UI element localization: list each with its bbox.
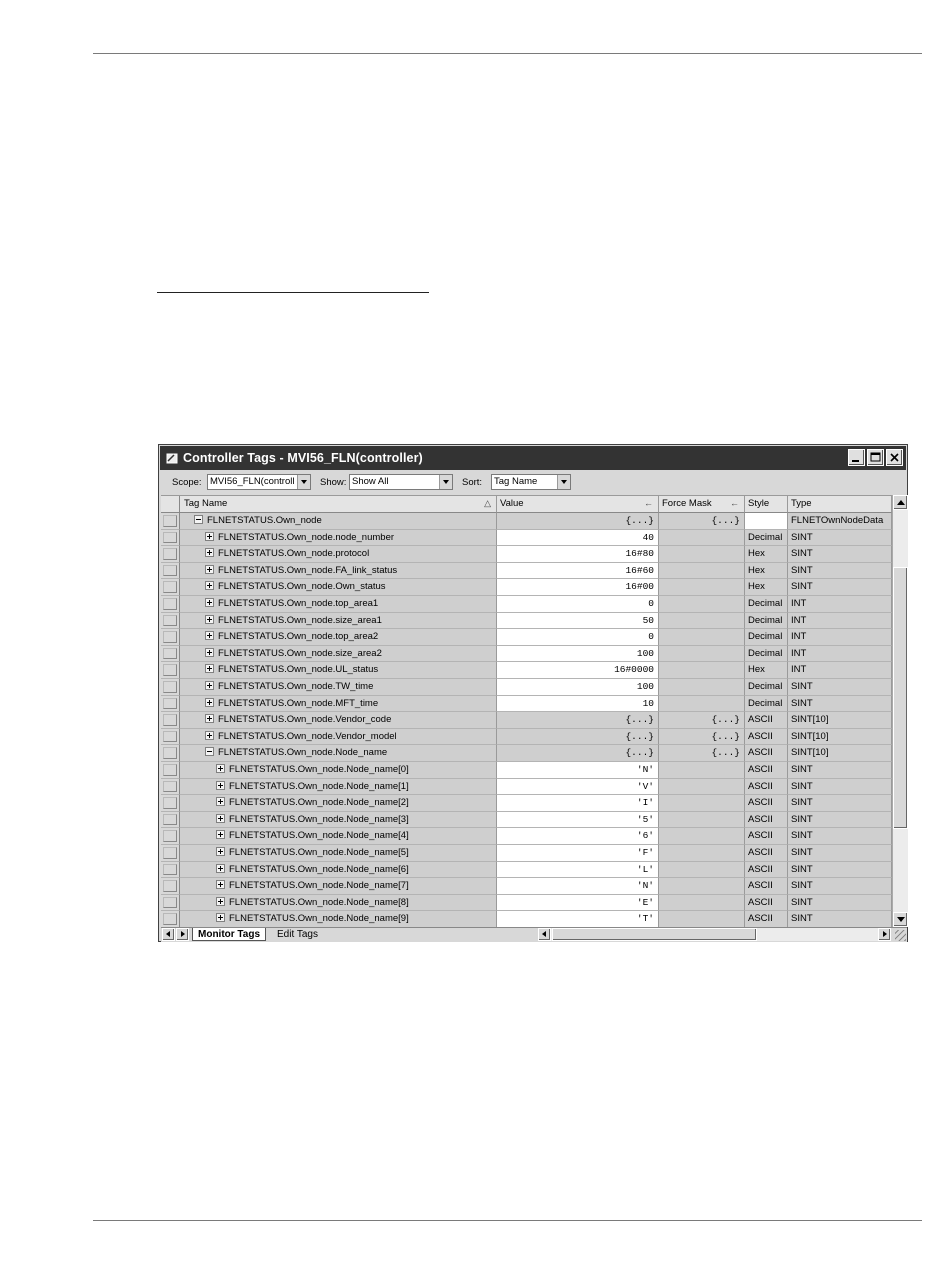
row-selector[interactable]	[161, 745, 180, 762]
tag-name-cell[interactable]	[180, 563, 497, 580]
tag-name-cell[interactable]	[180, 546, 497, 563]
bottom-rule	[93, 1220, 922, 1221]
table-row[interactable]	[161, 795, 892, 812]
tab-scroll-right-icon[interactable]	[176, 928, 189, 941]
tag-name-cell[interactable]	[180, 662, 497, 679]
table-row[interactable]	[161, 613, 892, 630]
style-cell[interactable]: ASCII	[745, 878, 788, 895]
expand-icon[interactable]	[216, 880, 225, 889]
force-mask-cell	[659, 662, 745, 679]
tag-name-cell[interactable]	[180, 679, 497, 696]
row-selector[interactable]	[161, 596, 180, 613]
value-cell[interactable]: 16#60	[497, 563, 659, 580]
force-mask-cell	[659, 530, 745, 547]
scroll-down-icon[interactable]	[893, 912, 908, 927]
expand-icon[interactable]	[216, 847, 225, 856]
expand-icon[interactable]	[205, 714, 214, 723]
table-row[interactable]	[161, 895, 892, 912]
force-mask-cell	[659, 878, 745, 895]
tag-name-cell[interactable]	[180, 828, 497, 845]
column-label: Type	[791, 498, 812, 509]
tag-name-text: FLNETSTATUS.Own_node.Node_name[8]	[229, 896, 409, 908]
force-mask-cell	[659, 845, 745, 862]
value-cell[interactable]: 'L'	[497, 862, 659, 879]
style-cell[interactable]: ASCII	[745, 745, 788, 762]
force-mask-cell	[659, 563, 745, 580]
expand-icon[interactable]	[205, 681, 214, 690]
scroll-right-icon[interactable]	[878, 928, 891, 941]
force-mask-cell	[659, 911, 745, 928]
tag-name-cell[interactable]	[180, 729, 497, 746]
value-cell[interactable]: {...}	[497, 729, 659, 746]
row-selector[interactable]	[161, 911, 180, 928]
style-cell[interactable]: Decimal	[745, 679, 788, 696]
vertical-scrollbar[interactable]	[892, 495, 908, 927]
value-cell[interactable]: 0	[497, 629, 659, 646]
table-row[interactable]	[161, 646, 892, 663]
expand-icon[interactable]	[216, 864, 225, 873]
force-mask-cell	[659, 828, 745, 845]
value-cell[interactable]: 16#0000	[497, 662, 659, 679]
tag-name-cell[interactable]	[180, 812, 497, 829]
horizontal-scroll-thumb[interactable]	[552, 928, 757, 941]
type-cell: SINT	[788, 911, 892, 928]
style-cell[interactable]: Decimal	[745, 613, 788, 630]
column-header-tag-name[interactable]	[180, 496, 497, 513]
row-selector[interactable]	[161, 812, 180, 829]
expand-icon[interactable]	[216, 781, 225, 790]
row-selector[interactable]	[161, 795, 180, 812]
type-cell: FLNETOwnNodeData	[788, 513, 892, 530]
type-cell: SINT	[788, 762, 892, 779]
tag-name-text: FLNETSTATUS.Own_node.top_area2	[218, 631, 379, 643]
arrow-left-icon: ←	[730, 498, 739, 508]
tag-name-cell[interactable]	[180, 878, 497, 895]
expand-icon[interactable]	[205, 581, 214, 590]
style-cell[interactable]: Decimal	[745, 629, 788, 646]
minimize-icon	[849, 450, 864, 465]
resize-grip-icon[interactable]	[895, 930, 906, 941]
force-mask-cell	[659, 779, 745, 796]
expand-icon[interactable]	[205, 631, 214, 640]
tag-name-text: FLNETSTATUS.Own_node	[207, 515, 322, 526]
force-mask-cell	[659, 646, 745, 663]
tag-name-cell[interactable]	[180, 513, 497, 530]
show-select[interactable]	[349, 474, 453, 490]
tag-name-text: FLNETSTATUS.Own_node.top_area1	[218, 598, 379, 609]
type-cell: SINT	[788, 845, 892, 862]
chevron-down-icon	[439, 475, 452, 489]
maximize-button[interactable]	[867, 449, 884, 466]
force-mask-cell: {...}	[659, 712, 745, 729]
tag-name-text: FLNETSTATUS.Own_node.Vendor_model	[218, 730, 397, 742]
force-mask-cell	[659, 596, 745, 613]
expand-icon[interactable]	[216, 913, 225, 922]
tag-name-cell[interactable]	[180, 596, 497, 613]
expand-icon[interactable]	[216, 897, 225, 906]
expand-icon[interactable]	[205, 532, 214, 541]
row-selector[interactable]	[161, 629, 180, 646]
column-label: Style	[748, 498, 770, 509]
value-cell[interactable]: 'N'	[497, 878, 659, 895]
tag-name-cell[interactable]	[180, 895, 497, 912]
sort-select[interactable]	[491, 474, 571, 490]
type-cell: SINT[10]	[788, 729, 892, 746]
table-row[interactable]	[161, 579, 892, 596]
type-cell: SINT	[788, 812, 892, 829]
style-cell[interactable]: ASCII	[745, 845, 788, 862]
tag-name-cell[interactable]	[180, 530, 497, 547]
row-selector[interactable]	[161, 546, 180, 563]
expand-icon[interactable]	[205, 664, 214, 673]
top-rule	[93, 53, 922, 54]
tag-name-cell[interactable]	[180, 862, 497, 879]
row-selector[interactable]	[161, 646, 180, 663]
value-cell[interactable]: 16#80	[497, 546, 659, 563]
chevron-down-icon	[297, 475, 310, 489]
style-cell[interactable]: ASCII	[745, 729, 788, 746]
grid-header	[161, 496, 892, 513]
row-selector[interactable]	[161, 662, 180, 679]
type-cell: SINT[10]	[788, 712, 892, 729]
tag-name-cell[interactable]	[180, 579, 497, 596]
tag-name-cell[interactable]	[180, 845, 497, 862]
tag-name-text: FLNETSTATUS.Own_node.Node_name[6]	[229, 863, 409, 875]
tag-name-text: FLNETSTATUS.Own_node.Node_name[2]	[229, 797, 409, 809]
expand-icon[interactable]	[216, 797, 225, 806]
table-row[interactable]	[161, 862, 892, 879]
table-row[interactable]	[161, 845, 892, 862]
type-cell: INT	[788, 596, 892, 613]
value-cell[interactable]: 'E'	[497, 895, 659, 912]
row-selector[interactable]	[161, 895, 180, 912]
table-row[interactable]	[161, 513, 892, 530]
close-button[interactable]	[886, 449, 903, 466]
style-cell[interactable]: Hex	[745, 563, 788, 580]
type-cell: INT	[788, 629, 892, 646]
chevron-down-icon	[557, 475, 570, 489]
minimize-button[interactable]	[848, 449, 865, 466]
row-selector[interactable]	[161, 679, 180, 696]
type-cell: SINT	[788, 679, 892, 696]
style-cell[interactable]: ASCII	[745, 812, 788, 829]
bottom-bar	[161, 927, 907, 942]
maximize-icon	[868, 450, 883, 465]
type-cell: SINT	[788, 862, 892, 879]
type-cell: INT	[788, 662, 892, 679]
table-row[interactable]	[161, 629, 892, 646]
sort-ascending-icon: △	[484, 498, 491, 508]
row-selector[interactable]	[161, 563, 180, 580]
sort-label: Sort:	[462, 477, 483, 488]
force-mask-cell: {...}	[659, 513, 745, 530]
row-selector[interactable]	[161, 513, 180, 530]
force-mask-cell	[659, 696, 745, 713]
value-cell[interactable]: '6'	[497, 828, 659, 845]
tag-name-cell[interactable]	[180, 779, 497, 796]
tab-edit-tags[interactable]: Edit Tags	[277, 929, 318, 940]
tag-grid	[161, 495, 892, 928]
table-row[interactable]	[161, 812, 892, 829]
value-cell[interactable]: 16#00	[497, 579, 659, 596]
value-cell[interactable]: '5'	[497, 812, 659, 829]
scroll-thumb[interactable]	[893, 567, 908, 829]
type-cell: SINT[10]	[788, 745, 892, 762]
force-mask-cell	[659, 862, 745, 879]
table-row[interactable]	[161, 679, 892, 696]
expand-icon[interactable]	[216, 764, 225, 773]
tag-name-text: FLNETSTATUS.Own_node.Node_name[5]	[229, 847, 409, 858]
type-cell: SINT	[788, 795, 892, 812]
row-selector[interactable]	[161, 779, 180, 796]
value-cell[interactable]: 100	[497, 646, 659, 663]
filter-toolbar	[160, 471, 906, 493]
column-label: Value	[500, 498, 524, 509]
style-cell[interactable]: Decimal	[745, 696, 788, 713]
scroll-up-icon[interactable]	[893, 495, 908, 510]
value-cell[interactable]: 'V'	[497, 779, 659, 796]
row-selector[interactable]	[161, 862, 180, 879]
scope-value: MVI56_FLN(controll	[210, 476, 295, 487]
tag-name-text: FLNETSTATUS.Own_node.Own_status	[218, 581, 386, 593]
style-cell[interactable]: ASCII	[745, 795, 788, 812]
value-cell[interactable]: {...}	[497, 712, 659, 729]
tag-name-cell[interactable]	[180, 646, 497, 663]
tag-name-cell[interactable]	[180, 745, 497, 762]
tag-name-text: FLNETSTATUS.Own_node.UL_status	[218, 664, 379, 676]
expand-icon[interactable]	[205, 698, 214, 707]
force-mask-cell: {...}	[659, 745, 745, 762]
show-value: Show All	[352, 476, 389, 487]
type-cell: SINT	[788, 895, 892, 912]
style-cell[interactable]: ASCII	[745, 911, 788, 928]
row-selector[interactable]	[161, 696, 180, 713]
style-cell[interactable]: Decimal	[745, 596, 788, 613]
tag-name-cell[interactable]	[180, 795, 497, 812]
table-row[interactable]	[161, 878, 892, 895]
value-cell[interactable]: 'N'	[497, 762, 659, 779]
table-row[interactable]	[161, 911, 892, 928]
window-title: Controller Tags - MVI56_FLN(controller)	[183, 451, 423, 465]
expand-icon[interactable]	[216, 814, 225, 823]
column-header-type[interactable]	[788, 496, 892, 513]
column-label: Force Mask	[662, 498, 712, 509]
row-selector[interactable]	[161, 762, 180, 779]
type-cell: SINT	[788, 530, 892, 547]
table-row[interactable]	[161, 696, 892, 713]
type-cell: INT	[788, 646, 892, 663]
column-header-value[interactable]	[497, 496, 659, 513]
type-cell: SINT	[788, 779, 892, 796]
column-header-force-mask[interactable]	[659, 496, 745, 513]
row-selector[interactable]	[161, 579, 180, 596]
table-row[interactable]	[161, 779, 892, 796]
table-row[interactable]	[161, 563, 892, 580]
tag-name-cell[interactable]	[180, 762, 497, 779]
value-cell[interactable]: {...}	[497, 745, 659, 762]
tag-name-text: FLNETSTATUS.Own_node.protocol	[218, 548, 370, 560]
value-cell[interactable]: 50	[497, 613, 659, 630]
force-mask-cell	[659, 629, 745, 646]
style-cell[interactable]: ASCII	[745, 895, 788, 912]
row-selector[interactable]	[161, 878, 180, 895]
force-mask-cell	[659, 895, 745, 912]
tag-name-cell[interactable]	[180, 629, 497, 646]
type-cell: SINT	[788, 878, 892, 895]
tag-window-icon	[166, 452, 178, 464]
tag-name-cell[interactable]	[180, 696, 497, 713]
tag-name-text: FLNETSTATUS.Own_node.node_number	[218, 531, 395, 543]
sort-value: Tag Name	[494, 476, 538, 487]
force-mask-cell	[659, 613, 745, 630]
style-cell[interactable]: ASCII	[745, 862, 788, 879]
table-row[interactable]	[161, 596, 892, 613]
tag-name-cell[interactable]	[180, 613, 497, 630]
value-cell[interactable]: 10	[497, 696, 659, 713]
expand-icon[interactable]	[216, 830, 225, 839]
table-row[interactable]	[161, 530, 892, 547]
type-cell: SINT	[788, 546, 892, 563]
row-selector[interactable]	[161, 613, 180, 630]
tag-name-text: FLNETSTATUS.Own_node.MFT_time	[218, 697, 379, 709]
tag-name-text: FLNETSTATUS.Own_node.FA_link_status	[218, 564, 398, 576]
row-selector[interactable]	[161, 712, 180, 729]
tag-name-text: FLNETSTATUS.Own_node.Node_name[3]	[229, 813, 409, 825]
style-cell[interactable]: Decimal	[745, 530, 788, 547]
expand-icon[interactable]	[205, 565, 214, 574]
scope-label: Scope:	[172, 477, 202, 488]
value-cell[interactable]: 0	[497, 596, 659, 613]
table-row[interactable]	[161, 729, 892, 746]
force-mask-cell: {...}	[659, 729, 745, 746]
style-cell[interactable]	[745, 513, 788, 530]
controller-tags-window	[158, 444, 908, 942]
tag-name-text: FLNETSTATUS.Own_node.size_area1	[218, 614, 382, 626]
force-mask-cell	[659, 679, 745, 696]
expand-icon[interactable]	[205, 548, 214, 557]
row-selector[interactable]	[161, 530, 180, 547]
collapse-icon[interactable]	[205, 747, 214, 756]
value-cell[interactable]: 'I'	[497, 795, 659, 812]
tab-scroll-left-icon[interactable]	[162, 928, 175, 941]
expand-icon[interactable]	[205, 598, 214, 607]
scope-select[interactable]	[207, 474, 311, 490]
force-mask-cell	[659, 812, 745, 829]
tag-name-text: FLNETSTATUS.Own_node.Node_name[7]	[229, 880, 409, 892]
type-cell: SINT	[788, 579, 892, 596]
table-row[interactable]	[161, 828, 892, 845]
style-cell[interactable]: Hex	[745, 579, 788, 596]
tag-name-text: FLNETSTATUS.Own_node.Node_name[9]	[229, 913, 409, 925]
row-selector[interactable]	[161, 828, 180, 845]
type-cell: INT	[788, 613, 892, 630]
header-corner	[161, 496, 180, 513]
style-cell[interactable]: ASCII	[745, 779, 788, 796]
tag-name-text: FLNETSTATUS.Own_node.Node_name[1]	[229, 780, 409, 792]
style-cell[interactable]: ASCII	[745, 828, 788, 845]
tab-monitor-tags[interactable]: Monitor Tags	[192, 928, 266, 941]
column-label: Tag Name	[184, 498, 228, 509]
type-cell: SINT	[788, 696, 892, 713]
tag-name-text: FLNETSTATUS.Own_node.Node_name[4]	[229, 830, 409, 842]
type-cell: SINT	[788, 563, 892, 580]
arrow-left-icon: ←	[644, 498, 653, 508]
force-mask-cell	[659, 762, 745, 779]
expand-icon[interactable]	[205, 615, 214, 624]
row-selector[interactable]	[161, 729, 180, 746]
heading-underline	[157, 292, 429, 293]
column-header-style[interactable]	[745, 496, 788, 513]
table-row[interactable]	[161, 712, 892, 729]
table-row[interactable]	[161, 662, 892, 679]
value-cell[interactable]: 100	[497, 679, 659, 696]
table-row[interactable]	[161, 745, 892, 762]
force-mask-cell	[659, 795, 745, 812]
type-cell: SINT	[788, 828, 892, 845]
scroll-left-icon[interactable]	[538, 928, 551, 941]
show-label: Show:	[320, 477, 347, 488]
style-cell[interactable]: Decimal	[745, 646, 788, 663]
tag-name-text: FLNETSTATUS.Own_node.size_area2	[218, 647, 382, 659]
table-row[interactable]	[161, 546, 892, 563]
close-icon	[887, 450, 902, 465]
row-selector[interactable]	[161, 845, 180, 862]
tag-name-text: FLNETSTATUS.Own_node.Node_name	[218, 747, 388, 759]
style-cell[interactable]: Hex	[745, 662, 788, 679]
tag-name-cell[interactable]	[180, 712, 497, 729]
collapse-icon[interactable]	[194, 515, 203, 524]
expand-icon[interactable]	[205, 648, 214, 657]
value-cell[interactable]: 'F'	[497, 845, 659, 862]
title-bar[interactable]	[160, 446, 906, 470]
tag-name-text: FLNETSTATUS.Own_node.Vendor_code	[218, 714, 392, 726]
style-cell[interactable]: ASCII	[745, 712, 788, 729]
style-cell[interactable]: ASCII	[745, 762, 788, 779]
value-cell[interactable]: 'T'	[497, 911, 659, 928]
expand-icon[interactable]	[205, 731, 214, 740]
table-row[interactable]	[161, 762, 892, 779]
tag-name-text: FLNETSTATUS.Own_node.TW_time	[218, 681, 374, 692]
tag-name-cell[interactable]	[180, 911, 497, 928]
tag-name-text: FLNETSTATUS.Own_node.Node_name[0]	[229, 764, 409, 775]
value-cell[interactable]: 40	[497, 530, 659, 547]
value-cell[interactable]: {...}	[497, 513, 659, 530]
force-mask-cell	[659, 546, 745, 563]
force-mask-cell	[659, 579, 745, 596]
style-cell[interactable]: Hex	[745, 546, 788, 563]
